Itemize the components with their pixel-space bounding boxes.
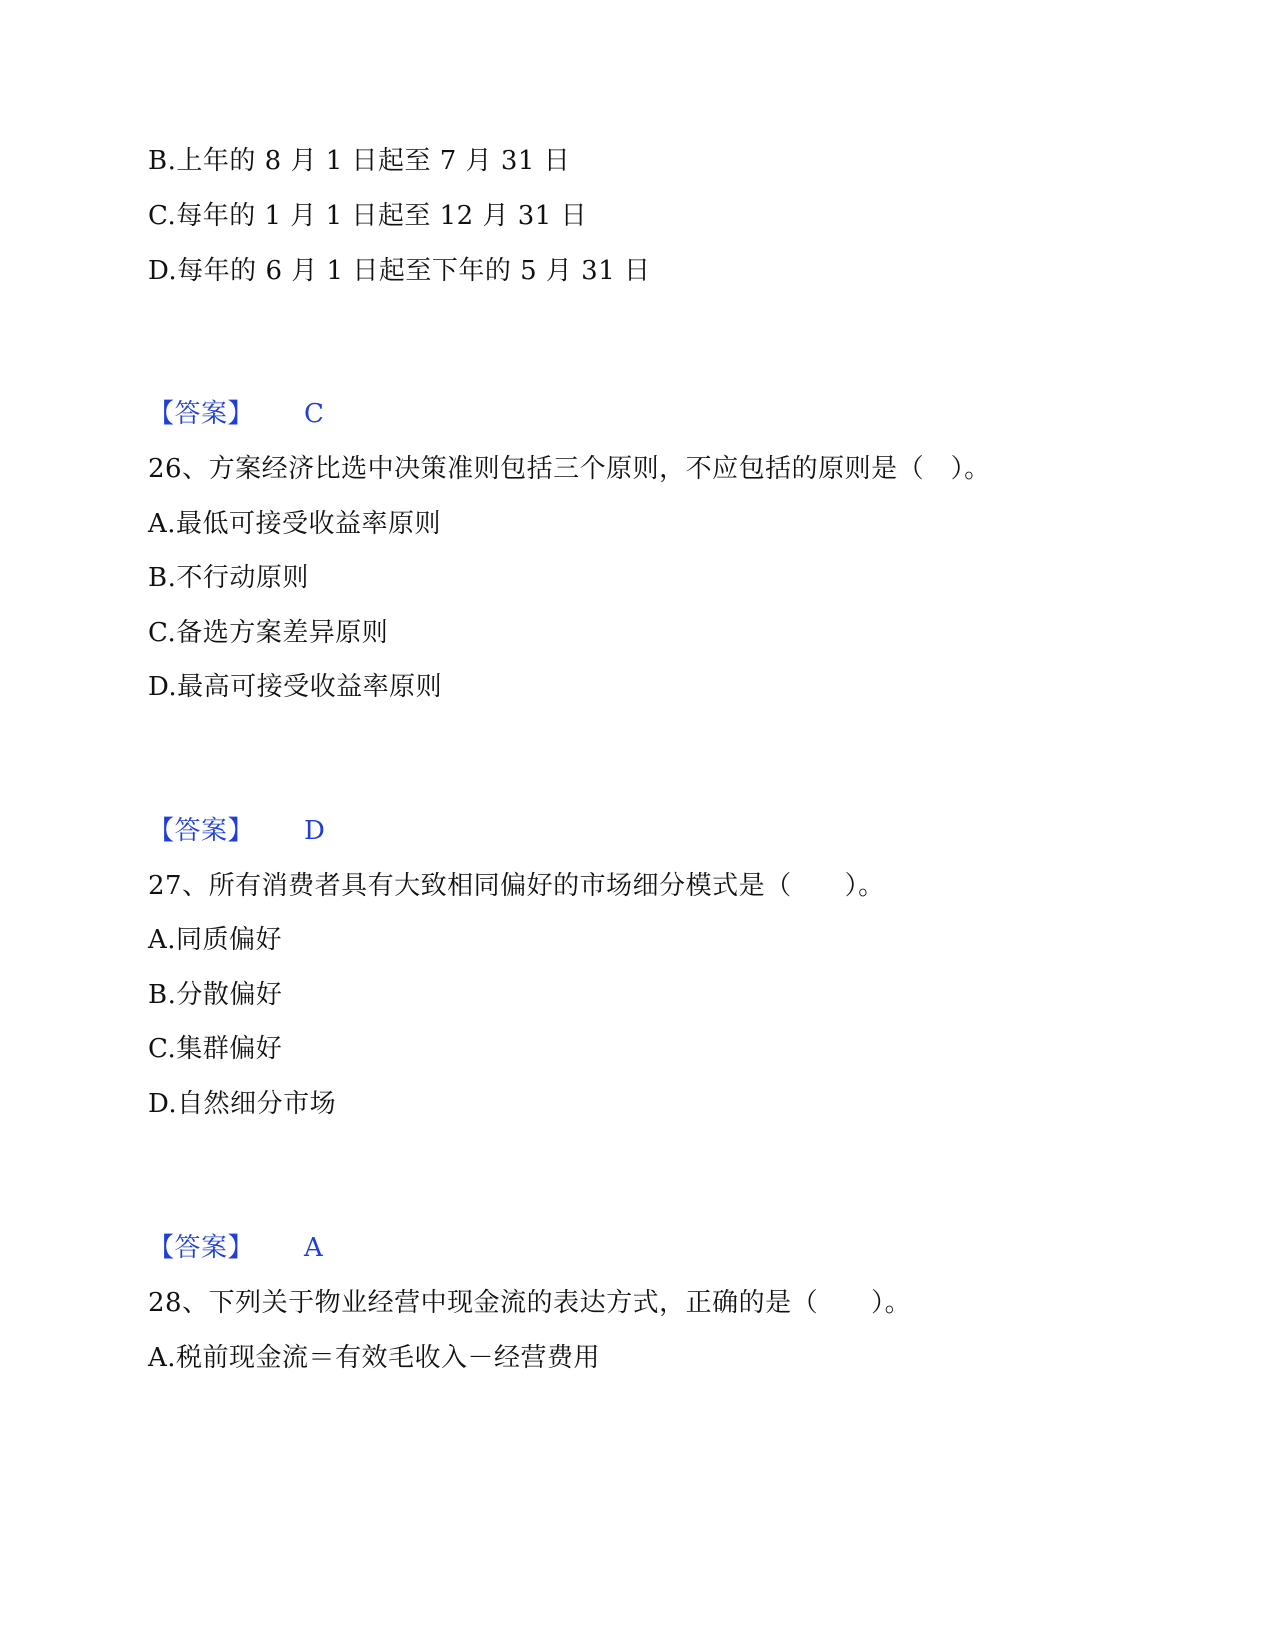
answer-line: [148, 1232, 323, 1264]
q27-option-d: D.自然细分市场: [148, 1089, 337, 1119]
question-28: 28、下列关于物业经营中现金流的表达方式，正确的是（ ）。: [148, 1288, 912, 1318]
option-c: C.每年的 1 月 1 日起至 12 月 31 日: [148, 201, 588, 231]
answer-value: D: [304, 816, 326, 846]
q26-option-c: C.备选方案差异原则: [148, 618, 389, 648]
answer-label: 【答案】: [148, 1233, 255, 1263]
q28-option-a: A.税前现金流＝有效毛收入－经营费用: [148, 1343, 601, 1373]
question-26: 26、方案经济比选中决策准则包括三个原则，不应包括的原则是（ ）。: [148, 454, 991, 484]
q26-option-d: D.最高可接受收益率原则: [148, 672, 443, 702]
q26-option-a: A.最低可接受收益率原则: [148, 509, 442, 539]
option-b: B.上年的 8 月 1 日起至 7 月 31 日: [148, 146, 571, 176]
q27-option-a: A.同质偏好: [148, 925, 283, 955]
q27-option-c: C.集群偏好: [148, 1034, 283, 1064]
answer-label: 【答案】: [148, 399, 255, 429]
q27-option-b: B.分散偏好: [148, 980, 283, 1010]
q26-option-b: B.不行动原则: [148, 563, 309, 593]
answer-line: [148, 398, 324, 430]
answer-line: [148, 815, 325, 847]
option-d: D.每年的 6 月 1 日起至下年的 5 月 31 日: [148, 256, 651, 286]
answer-label: 【答案】: [148, 816, 255, 846]
answer-value: C: [304, 399, 325, 429]
answer-value: A: [304, 1233, 324, 1263]
question-27: 27、所有消费者具有大致相同偏好的市场细分模式是（ ）。: [148, 871, 885, 901]
